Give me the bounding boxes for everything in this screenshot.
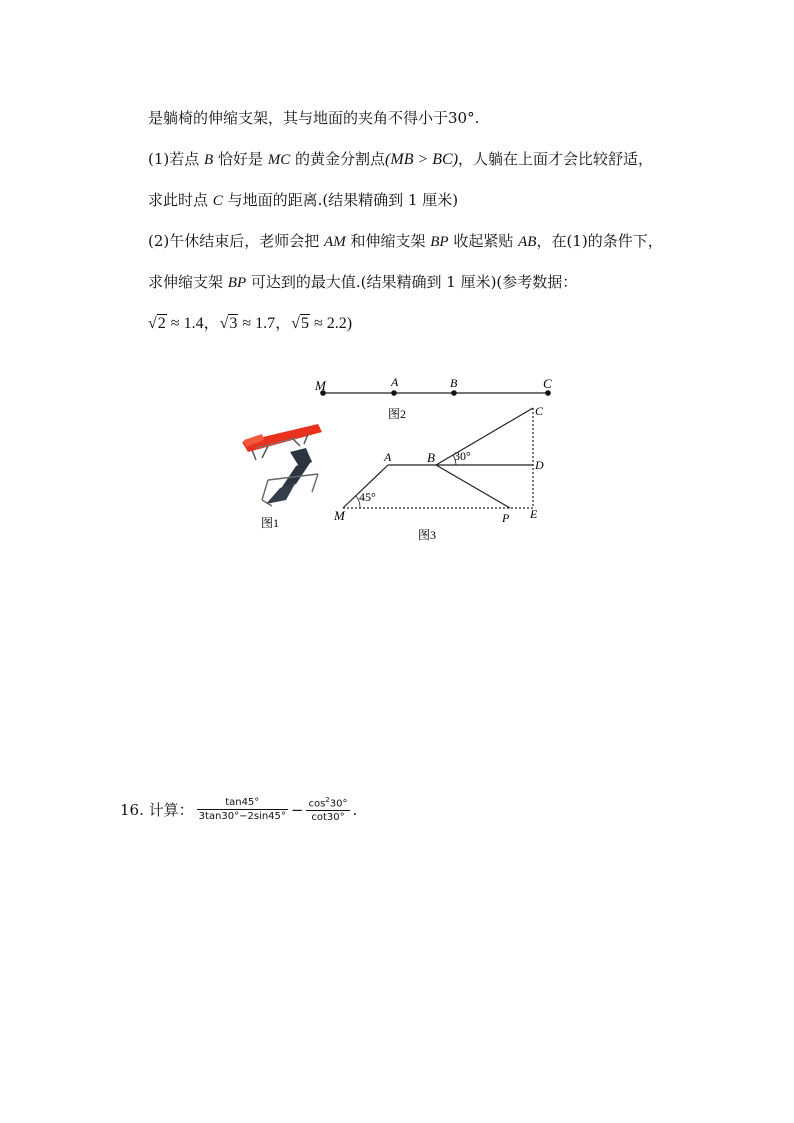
dark-chair-image [262, 448, 318, 506]
part2-text: (2)午休结束后，老师会把 [148, 232, 325, 250]
segment-mc-label: MC [267, 152, 291, 168]
approx-value: ≈ 1.7， [238, 315, 292, 332]
line3-text: 与地面的距离.(结果精确到 1 厘米) [222, 191, 459, 209]
fig3-label-e: E [530, 507, 538, 521]
fig3-caption: 图3 [418, 528, 437, 542]
fig3-label-d: D [535, 458, 544, 472]
point-c-label: C [212, 193, 223, 209]
sqrt-3: √3 [219, 315, 238, 332]
condition-formula: (MB > BC) [385, 151, 459, 168]
red-chair-image [242, 424, 322, 460]
angle-text: 30° [329, 798, 348, 810]
fig2-caption: 图2 [388, 407, 407, 421]
fraction-1 [197, 797, 288, 822]
fig3-angle-45-label: 45° [359, 490, 376, 504]
fig3-segment-bc [436, 408, 533, 465]
cos-text: cos [308, 798, 326, 810]
problem-16 [120, 796, 357, 823]
segment-ab-label: AB [518, 234, 537, 250]
part2-text: 收起紧贴 [448, 232, 519, 250]
fig3-label-a: A [384, 450, 392, 464]
approx-value: ≈ 2.2) [309, 315, 353, 332]
segment-bp-label: BP [430, 234, 449, 250]
figure-2 [314, 375, 552, 421]
exponent: 2 [325, 796, 330, 804]
fraction-2-numerator [306, 796, 349, 810]
red-chair-leg [252, 450, 256, 460]
approx-value: ≈ 1.4， [166, 315, 220, 332]
fraction-2-denominator: cot30° [311, 812, 345, 824]
radicand: 3 [229, 315, 238, 332]
figure-3 [333, 404, 544, 542]
dark-chair-leg [262, 480, 268, 500]
problem-number: 16. 计算： [120, 801, 194, 820]
period: . [352, 800, 358, 819]
fig1-caption: 图1 [261, 516, 280, 530]
fig2-label-b: B [450, 376, 458, 390]
fig2-label-a: A [391, 375, 399, 389]
segment-bp-label: BP [227, 275, 247, 291]
problem-text: 是躺椅的伸缩支架，其与地面的夹角不得小于30°. [148, 109, 480, 127]
part1-text: ，人躺在上面才会比较舒适， [458, 150, 654, 168]
part2-text: ，在(1)的条件下， [536, 232, 663, 250]
segment-am-label: AM [324, 234, 346, 250]
fig3-label-c: C [535, 404, 544, 418]
dark-chair-seat [266, 482, 296, 504]
fraction-1-denominator: 3tan30°−2sin45° [198, 811, 286, 823]
fig2-label-m: M [315, 378, 326, 393]
fig2-point-a [391, 390, 397, 396]
part1-text: (1)若点 [148, 150, 205, 168]
fig3-label-p: P [502, 511, 510, 525]
sqrt-5: √5 [291, 315, 309, 332]
part1-text: 恰好是 [213, 150, 268, 168]
line5-text: 可达到的最大值.(结果精确到 1 厘米)(参考数据： [246, 273, 578, 291]
fig3-angle-30-label: 30° [454, 449, 471, 463]
radicand: 2 [157, 315, 166, 332]
figure-1 [242, 424, 322, 530]
fig3-segment-bp [436, 465, 510, 508]
point-b-label: B [204, 152, 214, 168]
fig2-point-c [545, 390, 551, 396]
minus-sign: − [290, 800, 304, 819]
part2-text: 和伸缩支架 [345, 232, 431, 250]
fraction-1-numerator: tan45° [225, 797, 260, 809]
line5-text: 求伸缩支架 [148, 273, 228, 291]
fraction-2 [306, 796, 349, 823]
sqrt-2: √2 [148, 315, 166, 332]
radicand: 5 [300, 315, 309, 332]
fig2-label-c: C [543, 376, 552, 391]
fig3-label-m: M [334, 508, 345, 523]
dark-chair-leg [312, 474, 318, 492]
fig2-point-b [451, 390, 457, 396]
line3-text: 求此时点 [148, 191, 213, 209]
part1-text: 的黄金分割点 [290, 150, 386, 168]
fig3-label-b: B [427, 450, 435, 465]
